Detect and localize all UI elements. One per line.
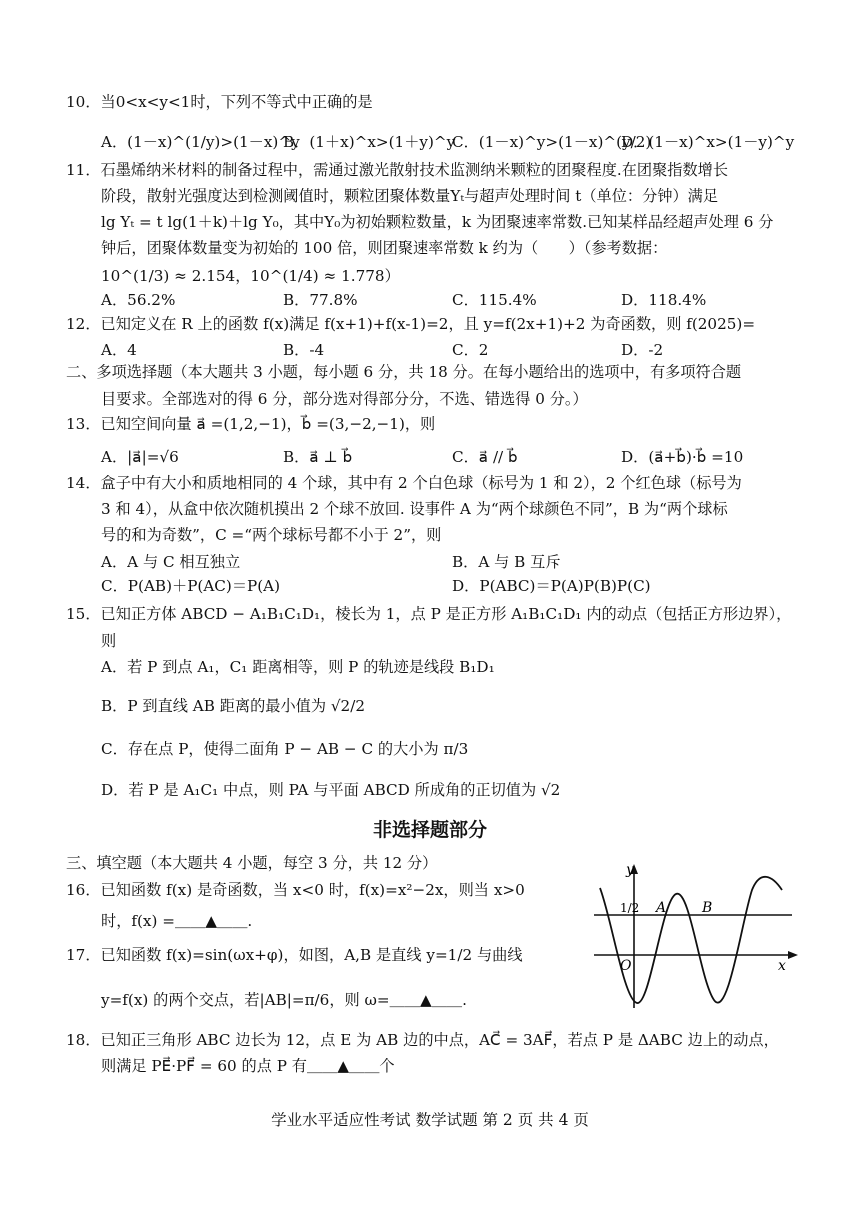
q15-option-a: A．若 P 到点 A₁，C₁ 距离相等，则 P 的轨迹是线段 B₁D₁ [101,658,495,676]
q14-option-c: C．P(AB)＋P(AC)＝P(A) [101,577,281,595]
q15-option-d: D．若 P 是 A₁C₁ 中点，则 PA 与平面 ABCD 所成角的正切值为 √2 [101,781,561,799]
q10-option-d: D．(1－x)^x>(1－y)^y [621,133,795,151]
q12-option-a: A．4 [101,341,137,359]
q12-stem: 12．已知定义在 R 上的函数 f(x)满足 f(x+1)+f(x-1)=2，且 y=f(2x+1)+2 为奇函数，则 f(2025)= [66,315,756,333]
q14-line-2: 3 和 4），从盒中依次随机摸出 2 个球不放回. 设事件 A 为“两个球颜色不同”，B 为“两个球标 [101,500,728,518]
q15-option-b: B．P 到直线 AB 距离的最小值为 √2/2 [101,697,366,715]
q11-option-d: D．118.4% [621,291,707,309]
sine-curve [600,877,782,1003]
q11-option-b: B．77.8% [283,291,358,309]
q13-option-d: D．(a⃗+b⃗)·b⃗ =10 [621,448,744,466]
q10-option-c: C．(1－x)^y>(1－x)^(y/2) [452,133,652,151]
section-3-heading: 三、填空题（本大题共 4 小题，每空 3 分，共 12 分） [66,854,438,872]
q14-option-a: A．A 与 C 相互独立 [101,553,241,571]
section-2-instructions: 目要求。全部选对的得 6 分，部分选对得部分分，不选、错选得 0 分。） [101,390,588,408]
q11-line-3: lg Yₜ = t lg(1＋k)＋lg Y₀，其中Y₀为初始颗粒数量，k 为团聚速率常数.已知某样品经超声处理 6 分 [101,213,774,231]
q11-line-5: 10^(1/3) ≈ 2.154，10^(1/4) ≈ 1.778） [101,267,400,285]
q14-line-1: 14．盒子中有大小和质地相同的 4 个球，其中有 2 个白色球（标号为 1 和 2），2 个红色球（标号为 [66,474,742,492]
q11-line-1: 11．石墨烯纳米材料的制备过程中，需通过激光散射技术监测纳米颗粒的团聚程度.在团聚指数增长 [66,161,729,179]
q11-option-a: A．56.2% [101,291,176,309]
q14-line-3: 号的和为奇数”，C =“两个球标号都不小于 2”，则 [101,526,442,544]
q15-option-c: C．存在点 P，使得二面角 P − AB − C 的大小为 π/3 [101,740,469,758]
q15-line-1: 15．已知正方体 ABCD − A₁B₁C₁D₁，棱长为 1，点 P 是正方形 A₁B₁C₁D₁ 内的动点（包括正方形边界）， [66,605,792,623]
q12-option-b: B．-4 [283,341,325,359]
half-label: 1/2 [620,901,640,915]
q17-line-1: 17．已知函数 f(x)=sin(ωx+φ)，如图，A,B 是直线 y=1/2 与曲线 [66,946,523,964]
q11-option-c: C．115.4% [452,291,537,309]
point-b-label: B [702,900,713,916]
q10-stem: 10．当0<x<y<1时，下列不等式中正确的是 [66,93,373,111]
x-axis-arrow [788,951,798,959]
q12-option-c: C．2 [452,341,489,359]
q18-line-2: 则满足 PE⃗·PF⃗ = 60 的点 P 有＿＿▲＿＿个 [101,1057,395,1075]
section-2-heading: 二、多项选择题（本大题共 3 小题，每小题 6 分，共 18 分。在每小题给出的选项中，有多项符合题 [66,363,742,381]
q10-option-a: A．(1－x)^(1/y)>(1－x)^y [101,133,300,151]
origin-label: O [620,958,632,974]
q16-line-1: 16．已知函数 f(x) 是奇函数，当 x<0 时，f(x)=x²−2x，则当 x>0 [66,881,525,899]
q11-line-2: 阶段，散射光强度达到检测阈值时，颗粒团聚体数量Yₜ与超声处理时间 t（单位：分钟）满足 [101,187,719,205]
q11-line-4: 钟后，团聚体数量变为初始的 100 倍，则团聚速率常数 k 约为（ ）（参考数据： [101,239,668,257]
q13-option-c: C．a⃗ // b⃗ [452,448,518,466]
q16-line-2: 时，f(x) =＿＿▲＿＿. [101,912,253,930]
q14-option-d: D．P(ABC)＝P(A)P(B)P(C) [452,577,651,595]
q13-stem: 13．已知空间向量 a⃗ =(1,2,−1)，b⃗ =(3,−2,−1)，则 [66,415,436,433]
q17-line-2: y=f(x) 的两个交点，若|AB|=π/6，则 ω=＿＿▲＿＿. [101,991,467,1009]
q10-option-b: B．(1＋x)^x>(1＋y)^y [283,133,456,151]
page-footer: 学业水平适应性考试 数学试题 第 2 页 共 4 页 [271,1111,589,1129]
q15-line-2: 则 [101,632,117,650]
section-title: 非选择题部分 [372,819,487,841]
y-axis-label: y [626,862,634,878]
q14-option-b: B．A 与 B 互斥 [452,553,561,571]
q12-option-d: D．-2 [621,341,664,359]
q13-option-b: B．a⃗ ⊥ b⃗ [283,448,353,466]
x-axis-label: x [778,958,786,974]
sine-graph [592,860,802,1020]
q13-option-a: A．|a⃗|=√6 [101,448,179,466]
point-a-label: A [656,900,667,916]
q18-line-1: 18．已知正三角形 ABC 边长为 12，点 E 为 AB 边的中点，AC⃗ = 3AF⃗，若点 P 是 ΔABC 边上的动点， [66,1031,779,1049]
